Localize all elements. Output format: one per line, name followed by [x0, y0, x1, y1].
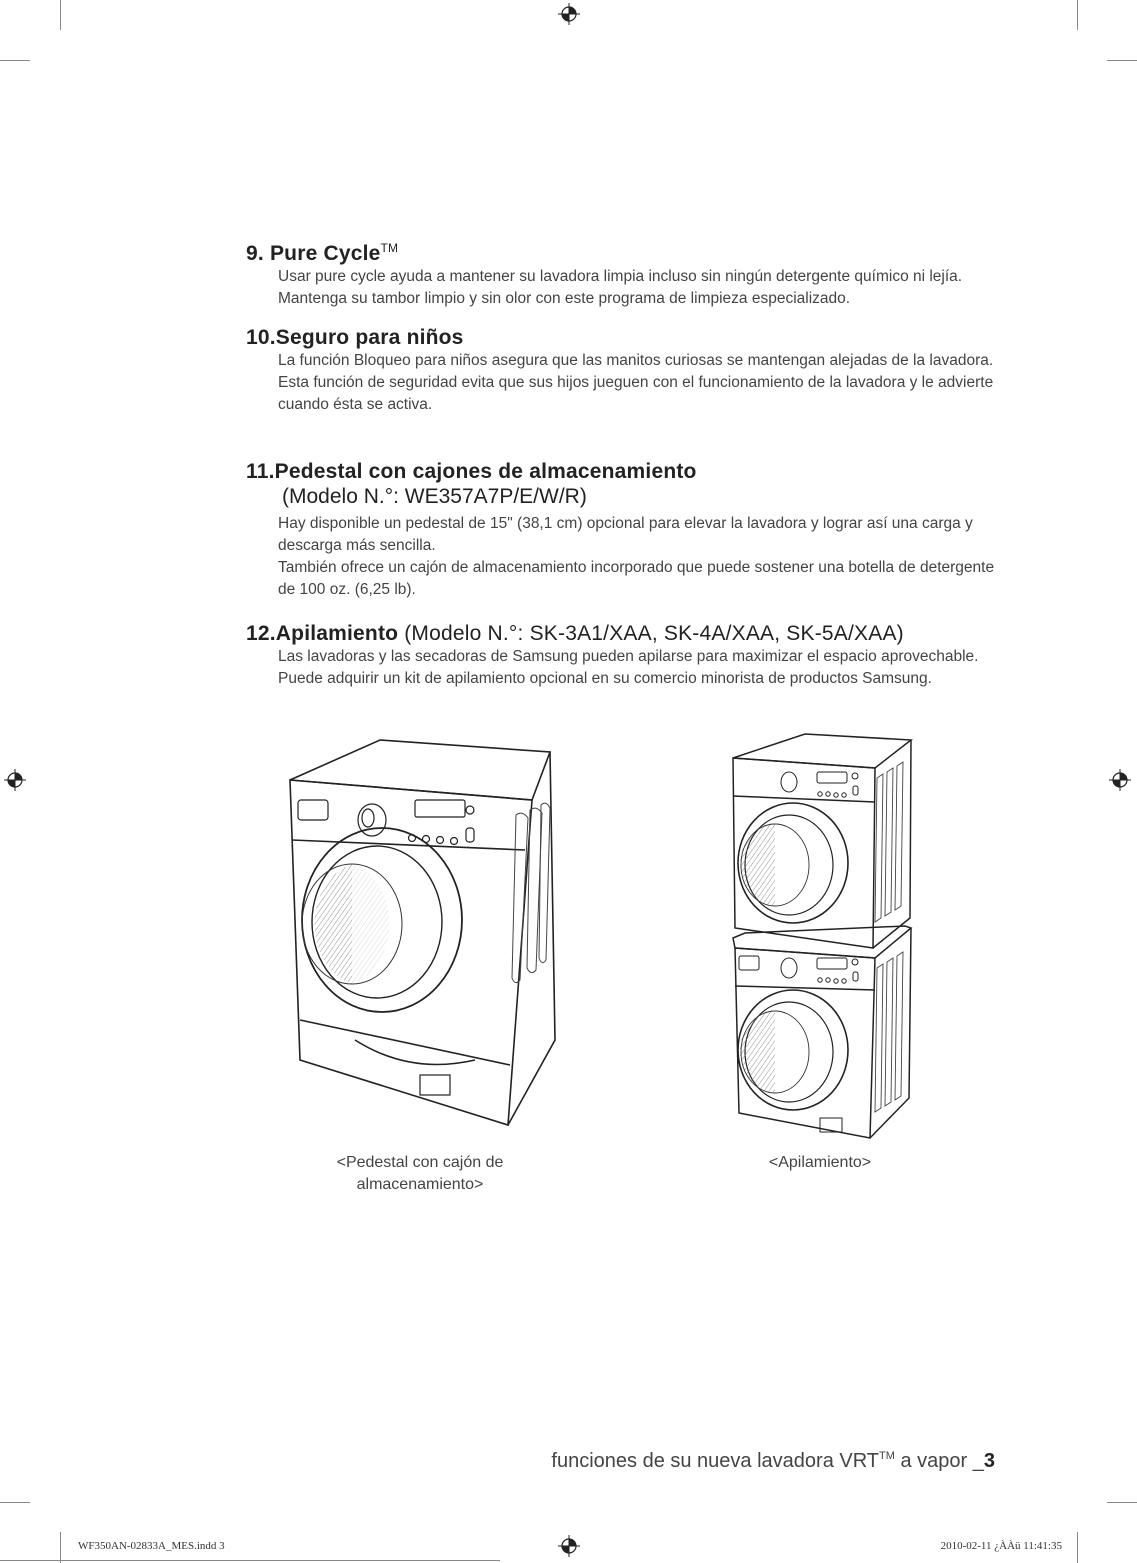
trademark-sup: TM — [879, 1450, 895, 1462]
washer-on-pedestal-illustration — [270, 730, 570, 1140]
section-heading — [246, 236, 1006, 266]
section-paragraph: Hay disponible un pedestal de 15" (38,1 cm) opcional para elevar la lavadora y lograr así una carga y descarga más sencilla. — [278, 515, 973, 554]
registration-mark-icon — [4, 769, 26, 791]
section-paragraph: Esta función de seguridad evita que sus hijos jueguen con el funcionamiento de la lavadora y le advierte cuando ésta se activa. — [278, 374, 994, 413]
section-pedestal — [246, 459, 1006, 601]
section-paragraph: Las lavadoras y las secadoras de Samsung pueden apilarse para maximizar el espacio aprovechable. Puede adquirir un kit de apilamiento opcional en su comercio minorista de productos Samsung. — [278, 648, 979, 687]
section-paragraph: La función Bloqueo para niños asegura que las manitos curiosas se mantengan alejadas de la lavadora. — [278, 352, 994, 369]
crop-mark — [1107, 1502, 1137, 1503]
crop-mark — [1077, 0, 1078, 30]
caption-line: <Pedestal con cajón de — [336, 1154, 504, 1171]
crop-mark — [0, 60, 30, 61]
section-number: 12. — [246, 622, 276, 645]
section-title: Seguro para niños — [275, 326, 464, 349]
section-heading — [246, 325, 1006, 350]
slug-filename: WF350AN-02833A_MES.indd 3 — [78, 1540, 225, 1552]
crop-mark — [0, 1502, 30, 1503]
slug-timestamp: 2010-02-11 ¿ÀÀü 11:41:35 — [940, 1540, 1062, 1552]
section-pure-cycle — [246, 236, 1006, 310]
section-title-suffix: (Modelo N.°: SK-3A1/XAA, SK-4A/XAA, SK-5A/XAA) — [398, 622, 904, 645]
caption-line: almacenamiento> — [356, 1176, 484, 1193]
section-paragraph: También ofrece un cajón de almacenamiento incorporado que puede sostener una botella de detergente de 100 oz. (6,25 lb). — [278, 559, 995, 598]
crop-mark — [60, 0, 61, 30]
section-stacking — [246, 621, 1006, 690]
footer-title-text: funciones de su nueva lavadora VRT — [551, 1450, 880, 1472]
registration-mark-icon — [1109, 769, 1131, 791]
section-number: 9. — [246, 242, 264, 265]
section-title: Pure Cycle — [269, 242, 381, 265]
footer-title-end: a vapor _ — [894, 1450, 984, 1472]
crop-mark — [60, 1532, 61, 1563]
registration-mark-icon — [558, 3, 580, 25]
section-title: Pedestal con cajones de almacenamiento — [274, 460, 697, 483]
section-number: 10. — [246, 326, 276, 349]
crop-mark — [1077, 1532, 1078, 1563]
section-heading — [246, 621, 1006, 646]
stacked-washer-dryer-illustration — [725, 728, 915, 1143]
registration-mark-icon — [558, 1535, 580, 1557]
slug-rule — [0, 1560, 500, 1561]
section-subtitle: (Modelo N.°: WE357A7P/E/W/R) — [282, 485, 587, 508]
section-heading — [246, 459, 1006, 484]
section-child-lock — [246, 325, 1006, 416]
crop-mark — [1107, 60, 1137, 61]
section-paragraph: Usar pure cycle ayuda a mantener su lavadora limpia incluso sin ningún detergente químico ni lejía. Mantenga su tambor limpio y sin olor con este programa de limpieza especializado. — [278, 268, 963, 307]
trademark-sup: TM — [380, 241, 399, 255]
section-title: Apilamiento — [275, 622, 399, 645]
page-number: 3 — [983, 1450, 995, 1472]
section-number: 11. — [246, 460, 275, 483]
page-footer-title — [551, 1450, 995, 1473]
figure-caption-pedestal — [300, 1152, 540, 1196]
figure-caption-stacking: <Apilamiento> — [768, 1154, 872, 1171]
